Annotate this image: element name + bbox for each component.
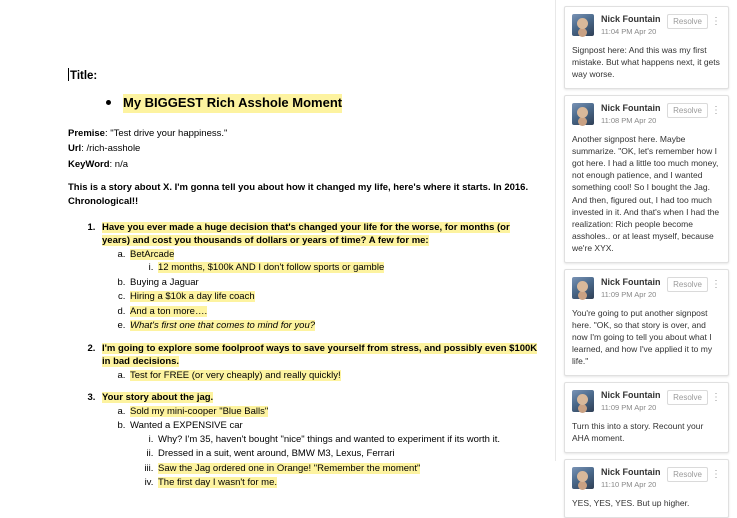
comment-author: Nick Fountain — [601, 103, 661, 114]
document-body — [68, 68, 538, 493]
list-item-text: Why? I'm 35, haven't bought "nice" things and wanted to experiment if its worth it. — [158, 433, 500, 445]
comment-card[interactable] — [564, 95, 729, 263]
headline-text: My BIGGEST Rich Asshole Moment — [123, 94, 342, 112]
url-line — [68, 142, 538, 155]
list-item-text: And a ton more…. — [130, 305, 208, 317]
avatar — [572, 277, 594, 299]
avatar — [572, 467, 594, 489]
comment-author: Nick Fountain — [601, 390, 661, 401]
url-value: : /rich-asshole — [81, 143, 141, 155]
comment-card[interactable] — [564, 382, 729, 453]
url-label: Url — [68, 143, 82, 155]
avatar — [572, 390, 594, 412]
premise-value: : "Test drive your happiness." — [104, 127, 228, 139]
list-item-text: 12 months, $100k AND I don't follow sports or gamble — [158, 262, 385, 274]
list-item — [98, 221, 538, 333]
comment-author-block — [601, 467, 665, 489]
list-item-text: BetArcade — [130, 248, 175, 260]
keyword-label: KeyWord — [68, 158, 110, 170]
comment-text: You're going to put another signpost here. "OK, so that story is over, and now I'm going to tell you about what I learned, and how I've applied it to my life." — [572, 307, 713, 367]
comment-header — [572, 467, 722, 489]
comment-timestamp: 11:09 PM Apr 20 — [601, 402, 657, 412]
list-item — [156, 261, 538, 274]
list-item-text: What's first one that comes to mind for you? — [130, 320, 316, 332]
list-item-text: Buying a Jaguar — [130, 276, 199, 288]
list-item — [156, 476, 538, 489]
comment-author-block — [601, 390, 665, 412]
list-item — [128, 290, 538, 303]
more-options-icon[interactable]: ⋮ — [711, 278, 721, 290]
list-item-text: Sold my mini-cooper "Blue Balls" — [130, 405, 269, 417]
list-item — [128, 248, 538, 275]
list-item-text: Test for FREE (or very cheaply) and really quickly! — [130, 369, 341, 381]
list-item — [98, 391, 538, 489]
list-item-text: Have you ever made a huge decision that's changed your life for the worse, for months (or years) and cost you thousands of dollars or years of time? A few for me: — [102, 221, 510, 247]
list-item-text: Hiring a $10k a day life coach — [130, 291, 255, 303]
list-item-text: The first day I wasn't for me. — [158, 477, 278, 488]
outline-level-2 — [102, 369, 538, 382]
comment-author-block — [601, 14, 665, 36]
keyword-line — [68, 158, 538, 171]
resolve-button[interactable]: Resolve — [667, 467, 708, 482]
comment-author: Nick Fountain — [601, 14, 661, 24]
comment-text: Turn this into a story. Recount your AHA moment. — [572, 421, 704, 444]
list-item — [128, 419, 538, 489]
title-label: Title: — [70, 70, 98, 82]
avatar — [572, 14, 594, 36]
comment-timestamp: 11:08 PM Apr 20 — [601, 115, 657, 125]
comment-header — [572, 14, 722, 36]
intro-paragraph: This is a story about X. I'm gonna tell you about how it changed my life, here's where it starts. In 2016. Chronological!! — [68, 182, 529, 207]
avatar — [572, 103, 594, 125]
comment-card[interactable] — [564, 6, 729, 89]
list-item — [128, 305, 538, 318]
resolve-button[interactable]: Resolve — [667, 103, 708, 118]
more-options-icon[interactable]: ⋮ — [711, 105, 721, 117]
comment-text: Another signpost here. Maybe summarize. "OK, let's remember how I got here. I had a little too much money, not enough patience, and I wanted something cool! So I bought the Jag. And then, figured out, I had too much invested in it. And that's when I had the realization: Rich people become assholes.. or at least myself, because we're XYX. — [572, 134, 720, 253]
resolve-button[interactable]: Resolve — [667, 14, 708, 29]
list-item — [156, 447, 538, 460]
text-cursor — [68, 68, 69, 81]
resolve-button[interactable]: Resolve — [667, 390, 708, 405]
comment-author: Nick Fountain — [601, 276, 661, 287]
comment-author-block — [601, 103, 665, 125]
premise-line — [68, 127, 538, 140]
more-options-icon[interactable]: ⋮ — [711, 469, 721, 481]
premise-label: Premise — [68, 127, 105, 139]
list-item — [128, 319, 538, 332]
list-item — [128, 276, 538, 289]
outline-level-2 — [102, 405, 538, 490]
more-options-icon[interactable]: ⋮ — [711, 392, 721, 404]
keyword-value: : n/a — [109, 158, 129, 170]
list-item — [128, 405, 538, 418]
resolve-button[interactable]: Resolve — [667, 277, 708, 292]
comments-panel[interactable] — [555, 0, 737, 509]
list-item-text: Wanted a EXPENSIVE car — [130, 420, 243, 432]
outline-level-2 — [102, 248, 538, 333]
comment-header — [572, 103, 722, 125]
comment-text: Signpost here: And this was my first mistake. But what happens next, it gets way worse. — [572, 45, 720, 80]
comment-author-block — [601, 277, 665, 299]
list-item — [156, 433, 538, 446]
comment-header — [572, 277, 722, 299]
bullet-dot-icon — [106, 100, 111, 105]
list-item-text: I'm going to explore some foolproof ways to save yourself from stress, and possibly even $100K in bad decisions. — [102, 342, 538, 368]
outline-level-3 — [130, 261, 538, 274]
outline-level-1 — [68, 221, 538, 490]
comment-timestamp: 11:04 PM Apr 20 — [601, 26, 657, 36]
comment-timestamp: 11:10 PM Apr 20 — [601, 480, 657, 490]
list-item — [156, 462, 538, 475]
list-item-text: Saw the Jag ordered one in Orange! "Remember the moment" — [158, 462, 421, 474]
list-item — [128, 369, 538, 382]
comment-header — [572, 390, 722, 412]
list-item — [98, 342, 538, 382]
comment-card[interactable] — [564, 459, 729, 518]
comment-card[interactable] — [564, 269, 729, 376]
comment-timestamp: 11:09 PM Apr 20 — [601, 289, 657, 299]
document-title-line[interactable] — [68, 68, 538, 84]
more-options-icon[interactable]: ⋮ — [711, 16, 721, 27]
comment-text: YES, YES, YES. But up higher. — [572, 498, 690, 509]
headline-bullet-row — [106, 94, 538, 112]
list-item-text: Your story about the jag. — [102, 392, 214, 404]
list-item-text: Dressed in a suit, went around, BMW M3, Lexus, Ferrari — [158, 448, 395, 460]
comment-author: Nick Fountain — [601, 467, 661, 478]
outline-level-3 — [130, 433, 538, 490]
